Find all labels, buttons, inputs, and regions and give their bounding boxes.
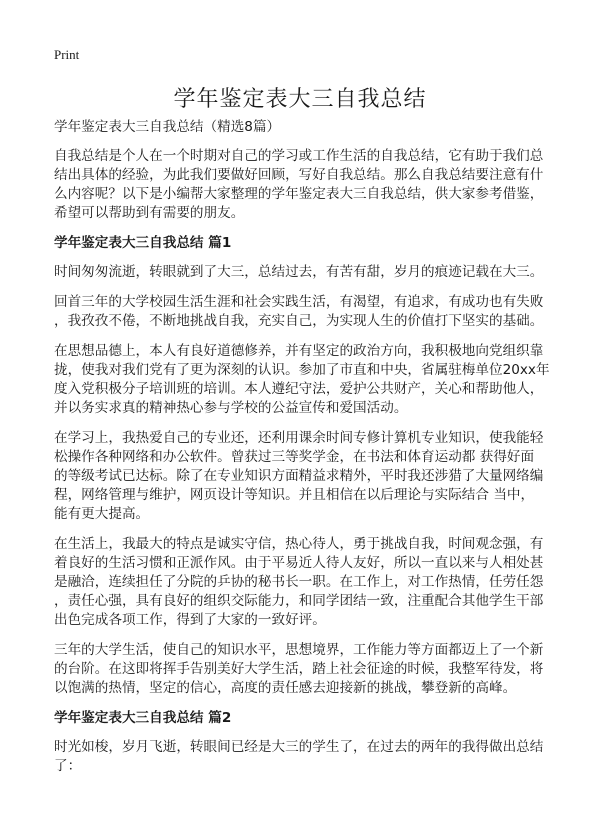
text-line: 拢，使我对我们党有了更为深刻的认识。参加了市直和中央，省属驻梅单位20xx年 [54,362,550,378]
text-line: ，责任心强，具有良好的组织交际能力，和同学团结一致，注重配合其他学生干部 [54,593,544,609]
print-link[interactable]: Print [54,47,80,62]
text-line: 时间匆匆流逝，转眼就到了大三，总结过去，有苦有甜，岁月的痕迹记载在大三。 [54,264,544,280]
paragraph [54,429,554,524]
text-line: 程，网络管理与维护，网页设计等知识。并且相信在以后理论与实际结合 当中， [54,487,535,503]
subtitle: 学年鉴定表大三自我总结（精选8篇） [54,119,281,135]
text-line: 希望可以帮助到有需要的朋友。 [54,205,245,221]
text-line: 了： [54,758,82,774]
paragraph [54,641,554,698]
section-heading-1: 学年鉴定表大三自我总结 篇1 [54,235,232,251]
text-line: ，我孜孜不倦，不断地挑战自我，充实自己，为实现人生的价值打下坚实的基础。 [54,313,544,329]
paragraph [54,293,554,331]
intro-paragraph [54,147,554,223]
paragraph [54,738,554,776]
text-line: 出色完成各项工作，得到了大家的一致好评。 [54,612,326,628]
text-line: 时光如梭，岁月飞逝，转眼间已经是大三的学生了，在过去的两年的我得做出总结 [54,739,544,755]
text-line: 着良好的生活习惯和正派作风。由于平易近人待人友好，所以一直以来与人相处甚 [54,555,544,571]
text-line: 度入党积极分子培训班的培训。本人遵纪守法，爱护公共财产，关心和帮助他人， [54,381,544,397]
paragraph [54,342,554,418]
text-line: 松操作各种网络和办公软件。曾获过三等奖学金，在书法和体育运动都 获得好面 [54,449,535,465]
text-line: 三年的大学生活，使自己的知识水平，思想境界，工作能力等方面都迈上了一个新 [54,642,544,658]
text-line: 结出具体的经验，为此我们要做好回顾，写好自我总结。那么自我总结要注意有什 [54,167,544,183]
text-line: 的台阶。在这即将挥手告别美好大学生活，踏上社会征途的时候，我整军待发，将 [54,661,544,677]
text-line: 能有更大提高。 [54,506,150,522]
page-title: 学年鉴定表大三自我总结 [173,87,427,112]
text-line: 自我总结是个人在一个时期对自己的学习或工作生活的自我总结，它有助于我们总 [54,148,544,164]
document-body [54,118,554,787]
text-line: 回首三年的大学校园生活生涯和社会实践生活，有渴望，有追求，有成功也有失败 [54,294,544,310]
text-line: 并以务实求真的精神热心参与学校的公益宣传和爱国活动。 [54,400,408,416]
text-line: 的等级考试已达标。除了在专业知识方面精益求精外，平时我还涉猎了大量网络编 [54,468,544,484]
text-line: 在学习上，我热爱自己的专业还，还利用课余时间专修计算机专业知识，使我能轻 [54,430,544,446]
text-line: 在生活上，我最大的特点是诚实守信，热心待人，勇于挑战自我，时间观念强，有 [54,536,544,552]
section-heading-2: 学年鉴定表大三自我总结 篇2 [54,710,232,726]
text-line: 以饱满的热情，坚定的信心，高度的责任感去迎接新的挑战，攀登新的高峰。 [54,680,517,696]
paragraph [54,535,554,630]
paragraph [54,263,554,282]
text-line: 是融洽，连续担任了分院的乒协的秘书长一职。在工作上，对工作热情，任劳任怨 [54,574,544,590]
text-line: 么内容呢？以下是小编帮大家整理的学年鉴定表大三自我总结，供大家参考借鉴， [54,186,544,202]
text-line: 在思想品德上，本人有良好道德修养，并有坚定的政治方向，我积极地向党组织靠 [54,343,544,359]
